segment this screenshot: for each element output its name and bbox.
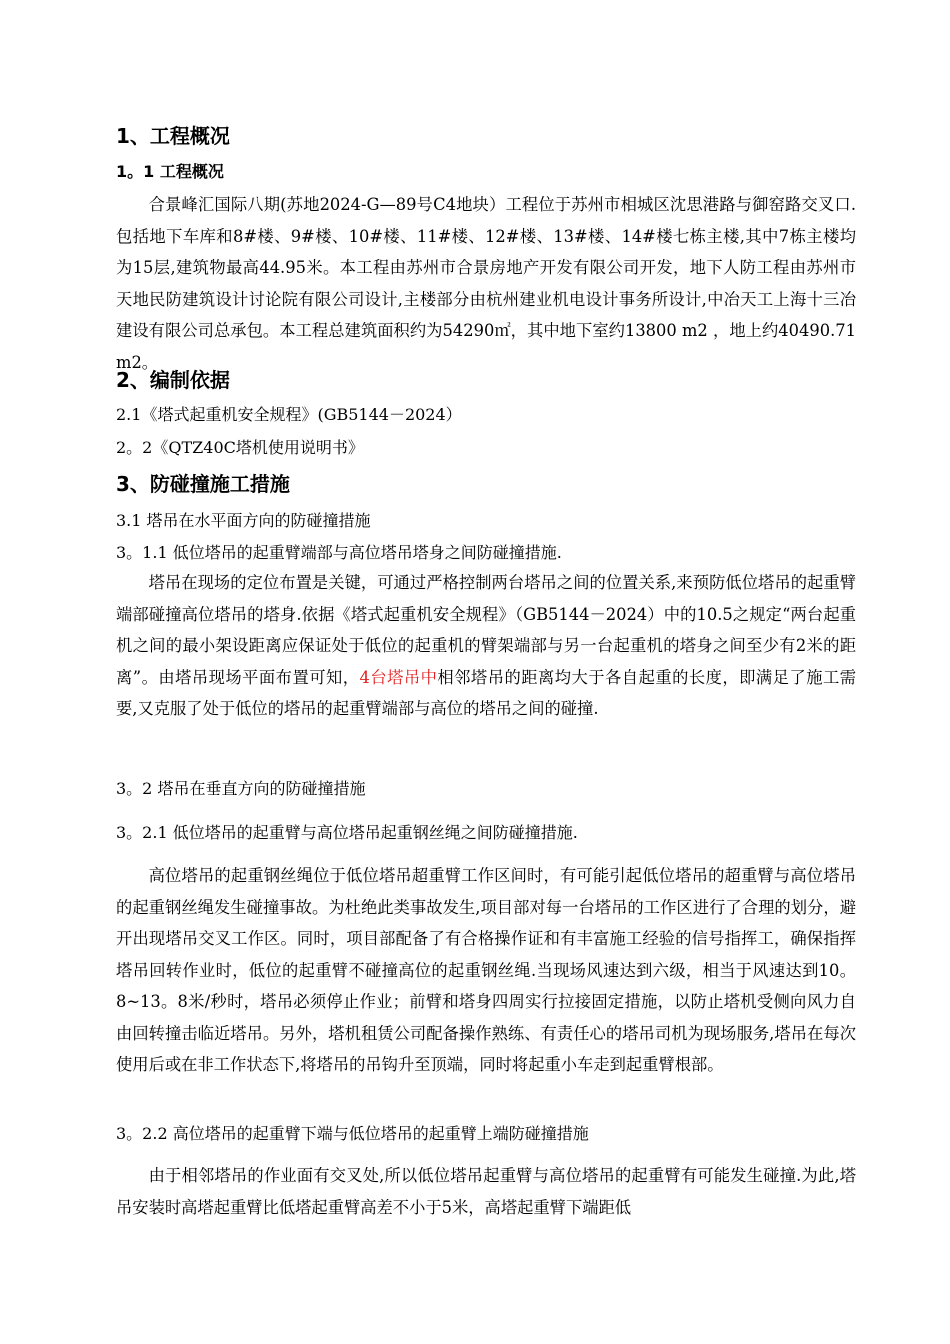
section-3-title: 3、防碰撞施工措施 <box>116 472 290 496</box>
paragraph-text: 相邻塔吊的距离均大于各自起重的长度，即满足了施工需要,又克服了处于低位的塔吊的起重臂端部与高位的塔吊之间的碰撞. <box>116 667 857 718</box>
section-3-1: 3.1 塔吊在水平面方向的防碰撞措施 <box>116 511 371 530</box>
highlighted-text: 4台塔吊中 <box>359 667 438 687</box>
section-2-2: 2。2《QTZ40C塔机使用说明书》 <box>116 438 364 457</box>
section-2-title: 2、编制依据 <box>116 368 230 392</box>
section-3-2-2-paragraph: 由于相邻塔吊的作业面有交叉处,所以低位塔吊起重臂与高位塔吊的起重臂有可能发生碰撞.为此,塔吊安装时高塔起重臂比低塔起重臂高差不小于5米，高塔起重臂下端距低 <box>116 1166 856 1217</box>
section-1-paragraph: 合景峰汇国际八期(苏地2024-G—89号C4地块）工程位于苏州市相城区沈思港路与御窑路交叉口.包括地下车库和8#楼、9#楼、10#楼、11#楼、12#楼、13#楼、14#楼七栋主楼,其中7栋主楼均为15层,建筑物最高44.95米。本工程由苏州市合景房地产开发有限公司开发，地下人防工程由苏州市天地民防建筑设计讨论院有限公司设计,主楼部分由杭州建业机电设计事务所设计,中冶天工上海十三冶建设有限公司总承包。本工程总建筑面积约为54290㎡，其中地下室约13800 m2 ，地上约40490.71 m2。 <box>116 195 856 372</box>
section-1-title: 1、工程概况 <box>116 124 230 148</box>
section-3-2: 3。2 塔吊在垂直方向的防碰撞措施 <box>116 779 366 798</box>
section-3-1-paragraph <box>116 567 856 725</box>
section-3-2-1-paragraph: 高位塔吊的起重钢丝绳位于低位塔吊超重臂工作区间时，有可能引起低位塔吊的超重臂与高位塔吊的起重钢丝绳发生碰撞事故。为杜绝此类事故发生,项目部对每一台塔吊的工作区进行了合理的划分，避开出现塔吊交叉工作区。同时，项目部配备了有合格操作证和有丰富施工经验的信号指挥工，确保指挥塔吊回转作业时，低位的起重臂不碰撞高位的起重钢丝绳.当现场风速达到六级，相当于风速达到10。8~13。8米/秒时，塔吊必须停止作业；前臂和塔身四周实行拉接固定措施，以防止塔机受侧向风力自由回转撞击临近塔吊。另外，塔机租赁公司配备操作熟练、有责任心的塔吊司机为现场服务,塔吊在每次使用后或在非工作状态下,将塔吊的吊钩升至顶端，同时将起重小车走到起重臂根部。 <box>116 866 856 1074</box>
section-3-2-1: 3。2.1 低位塔吊的起重臂与高位塔吊起重钢丝绳之间防碰撞措施. <box>116 823 578 842</box>
section-3-2-2: 3。2.2 高位塔吊的起重臂下端与低位塔吊的起重臂上端防碰撞措施 <box>116 1124 589 1143</box>
section-2-1: 2.1《塔式起重机安全规程》(GB5144－2024） <box>116 405 462 424</box>
section-3-1-1: 3。1.1 低位塔吊的起重臂端部与高位塔吊塔身之间防碰撞措施. <box>116 543 562 562</box>
paragraph-text: 塔吊在现场的定位布置是关键，可通过严格控制两台塔吊之间的位置关系,来预防低位塔吊的起重臂端部碰撞高位塔吊的塔身.依据《塔式起重机安全规程》（GB5144－2024）中的10.5之规定“两台起重机之间的最小架设距离应保证处于低位的起重机的臂架端部与另一台起重机的塔身之间至少有2米的距离”。由塔吊现场平面布置可知， <box>116 573 856 687</box>
section-1-1-title: 1。1 工程概况 <box>116 162 224 181</box>
